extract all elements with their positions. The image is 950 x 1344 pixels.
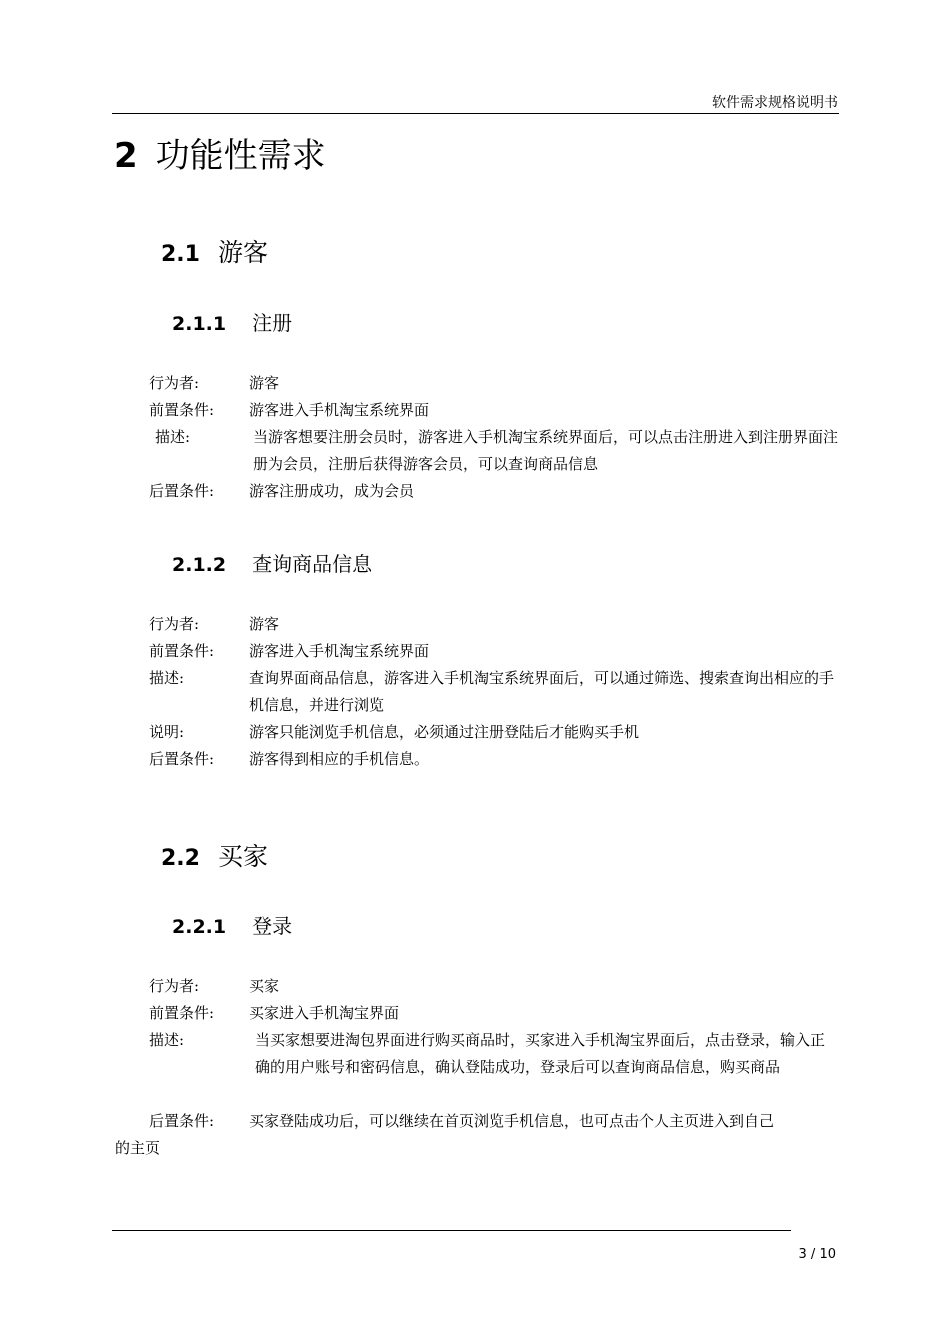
field-value: 查询界面商品信息，游客进入手机淘宝系统界面后，可以通过筛选、搜索查询出相应的手机信息，并进行浏览: [249, 669, 835, 714]
subsection-number: 2.2.1: [172, 916, 227, 938]
field-label: 描述:: [155, 428, 191, 446]
field-label: 前置条件:: [149, 642, 215, 660]
field-label: 后置条件:: [149, 750, 215, 768]
field-label: 前置条件:: [149, 401, 215, 419]
field-label: 行为者:: [149, 374, 200, 392]
field-value: 游客进入手机淘宝系统界面: [249, 642, 430, 660]
field-value: 游客得到相应的手机信息。: [249, 750, 430, 768]
field-label: 描述:: [149, 669, 185, 687]
field-label: 行为者:: [149, 615, 200, 633]
section-number: 2.2: [161, 846, 200, 871]
subsection-heading-2-1-1: [172, 307, 292, 336]
subsection-number: 2.1.1: [172, 313, 227, 335]
subsection-title: 登录: [252, 914, 293, 938]
page-number: 3 / 10: [798, 1247, 836, 1262]
chapter-heading: [114, 128, 326, 177]
field-label: 后置条件:: [149, 1112, 215, 1130]
section-heading-2-2: [161, 837, 268, 873]
subsection-title: 查询商品信息: [252, 552, 373, 576]
subsection-heading-2-1-2: [172, 548, 372, 577]
field-value: 游客注册成功，成为会员: [249, 482, 415, 500]
running-header: 软件需求规格说明书: [712, 95, 838, 111]
field-value: 买家: [249, 977, 280, 995]
field-value: 买家登陆成功后，可以继续在首页浏览手机信息，也可点击个人主页进入到自己: [249, 1112, 775, 1130]
field-label: 描述:: [149, 1031, 185, 1049]
section-heading-2-1: [161, 233, 268, 269]
subsection-heading-2-2-1: [172, 910, 292, 939]
section-number: 2.1: [161, 242, 200, 267]
field-value: 当买家想要进淘包界面进行购买商品时，买家进入手机淘宝界面后，点击登录，输入正确的用户账号和密码信息，确认登陆成功，登录后可以查询商品信息，购买商品: [255, 1031, 826, 1076]
field-value: 游客: [249, 615, 280, 633]
field-value: 游客只能浏览手机信息，必须通过注册登陆后才能购买手机: [249, 723, 640, 741]
section-title: 买家: [217, 842, 268, 871]
field-label: 后置条件:: [149, 482, 215, 500]
chapter-number: 2: [114, 136, 138, 176]
field-value: 游客进入手机淘宝系统界面: [249, 401, 430, 419]
header-rule: [112, 113, 839, 114]
field-value: 买家进入手机淘宝界面: [249, 1004, 400, 1022]
field-label: 前置条件:: [149, 1004, 215, 1022]
field-value: 当游客想要注册会员时，游客进入手机淘宝系统界面后，可以点击注册进入到注册界面注册为会员，注册后获得游客会员，可以查询商品信息: [253, 428, 839, 473]
footer-rule: [112, 1230, 791, 1231]
field-value: 的主页: [115, 1139, 161, 1157]
field-label: 说明:: [149, 723, 185, 741]
section-title: 游客: [217, 238, 268, 267]
subsection-title: 注册: [252, 311, 293, 335]
field-value: 游客: [249, 374, 280, 392]
subsection-number: 2.1.2: [172, 554, 227, 576]
chapter-title: 功能性需求: [155, 136, 326, 176]
field-label: 行为者:: [149, 977, 200, 995]
